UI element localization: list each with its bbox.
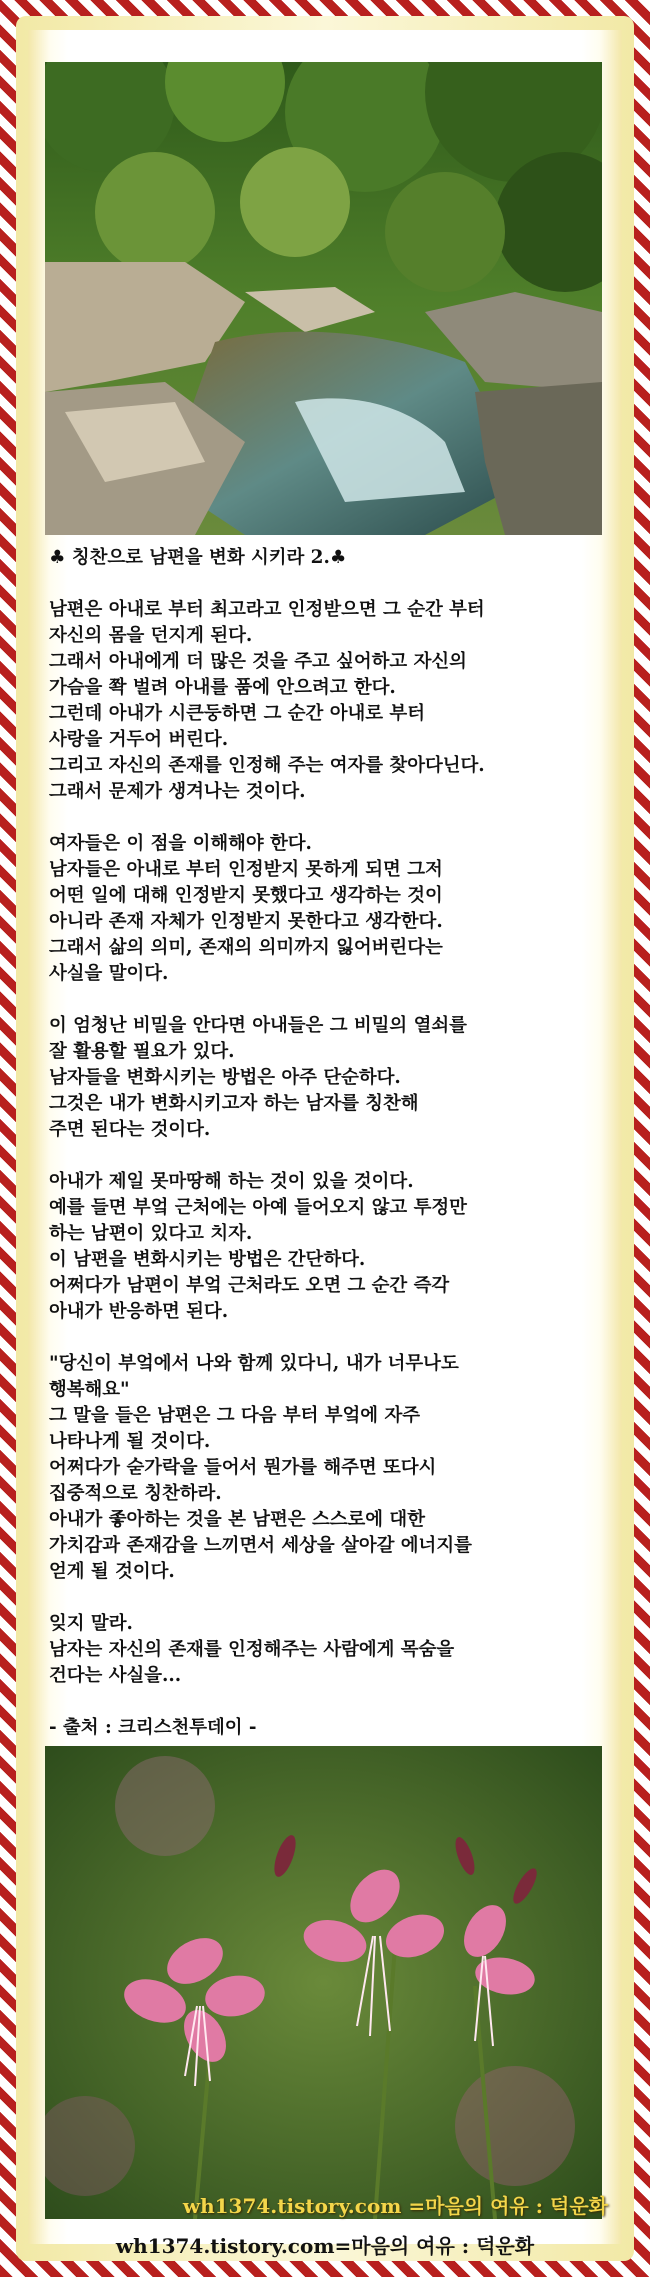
paragraph-4: 아내가 제일 못마땅해 하는 것이 있을 것이다. 예를 들면 부엌 근처에는 아예 들어오지 않고 투정만 하는 남편이 있다고 치자. 이 남편을 변화시키는 방법은 간단하다. 어쩌다가 남편이 부엌 근처라도 오면 그 순간 즉각 아내가 반응하면 된다. — [49, 1171, 467, 1322]
paragraph-3: 이 엄청난 비밀을 안다면 아내들은 그 비밀의 열쇠를 잘 활용할 필요가 있다. 남자들을 변화시키는 방법은 아주 단순하다. 그것은 내가 변화시키고자 하는 남자를 칭찬해 주면 된다는 것이다. — [49, 1015, 467, 1140]
paragraph-1: 남편은 아내로 부터 최고라고 인정받으면 그 순간 부터 자신의 몸을 던지게 된다. 그래서 아내에게 더 많은 것을 주고 싶어하고 자신의 가슴을 쫙 벌려 아내를 품에 안으려고 한다. 그런데 아내가 시큰둥하면 그 순간 아내로 부터 사랑을 거두어 버린다. 그리고 자신의 존재를 인정해 주는 여자를 찾아다닌다. 그래서 문제가 생겨나는 것이다. — [49, 599, 485, 802]
paragraph-2: 여자들은 이 점을 이해해야 한다. 남자들은 아내로 부터 인정받지 못하게 되면 그저 어떤 일에 대해 인정받지 못했다고 생각하는 것이 아니라 존재 자체가 인정받지 못한다고 생각한다. 그래서 삶의 의미, 존재의 의미까지 잃어버린다는 사실을 말이다. — [49, 833, 443, 984]
image-watermark: wh1374.tistory.com =마음의 여유 : 덕운화 — [182, 2194, 608, 2218]
paragraph-6: 잊지 말라. 남자는 자신의 존재를 인정해주는 사람에게 목숨을 건다는 사실을... — [49, 1613, 455, 1686]
paragraph-5: "당신이 부엌에서 나와 함께 있다니, 내가 너무나도 행복해요" 그 말을 들은 남편은 그 다음 부터 부엌에 자주 나타나게 될 것이다. 어쩌다가 숟가락을 들어서 뭔가를 해주면 또다시 집중적으로 칭찬하라. 아내가 좋아하는 것을 본 남편은 스스로에 대한 가치감과 존재감을 느끼면서 세상을 살아갈 에너지를 얻게 될 것이다. — [49, 1353, 472, 1582]
article-title: ♣ 칭찬으로 남편을 변화 시키라 2.♣ — [49, 547, 347, 568]
flower-photo — [45, 1746, 602, 2219]
stream-photo — [45, 62, 602, 535]
article — [49, 545, 609, 1767]
footer-caption: wh1374.tistory.com=마음의 여유 : 덕운화 — [115, 2234, 535, 2258]
source-credit: - 출처 : 크리스천투데이 - — [49, 1717, 257, 1738]
